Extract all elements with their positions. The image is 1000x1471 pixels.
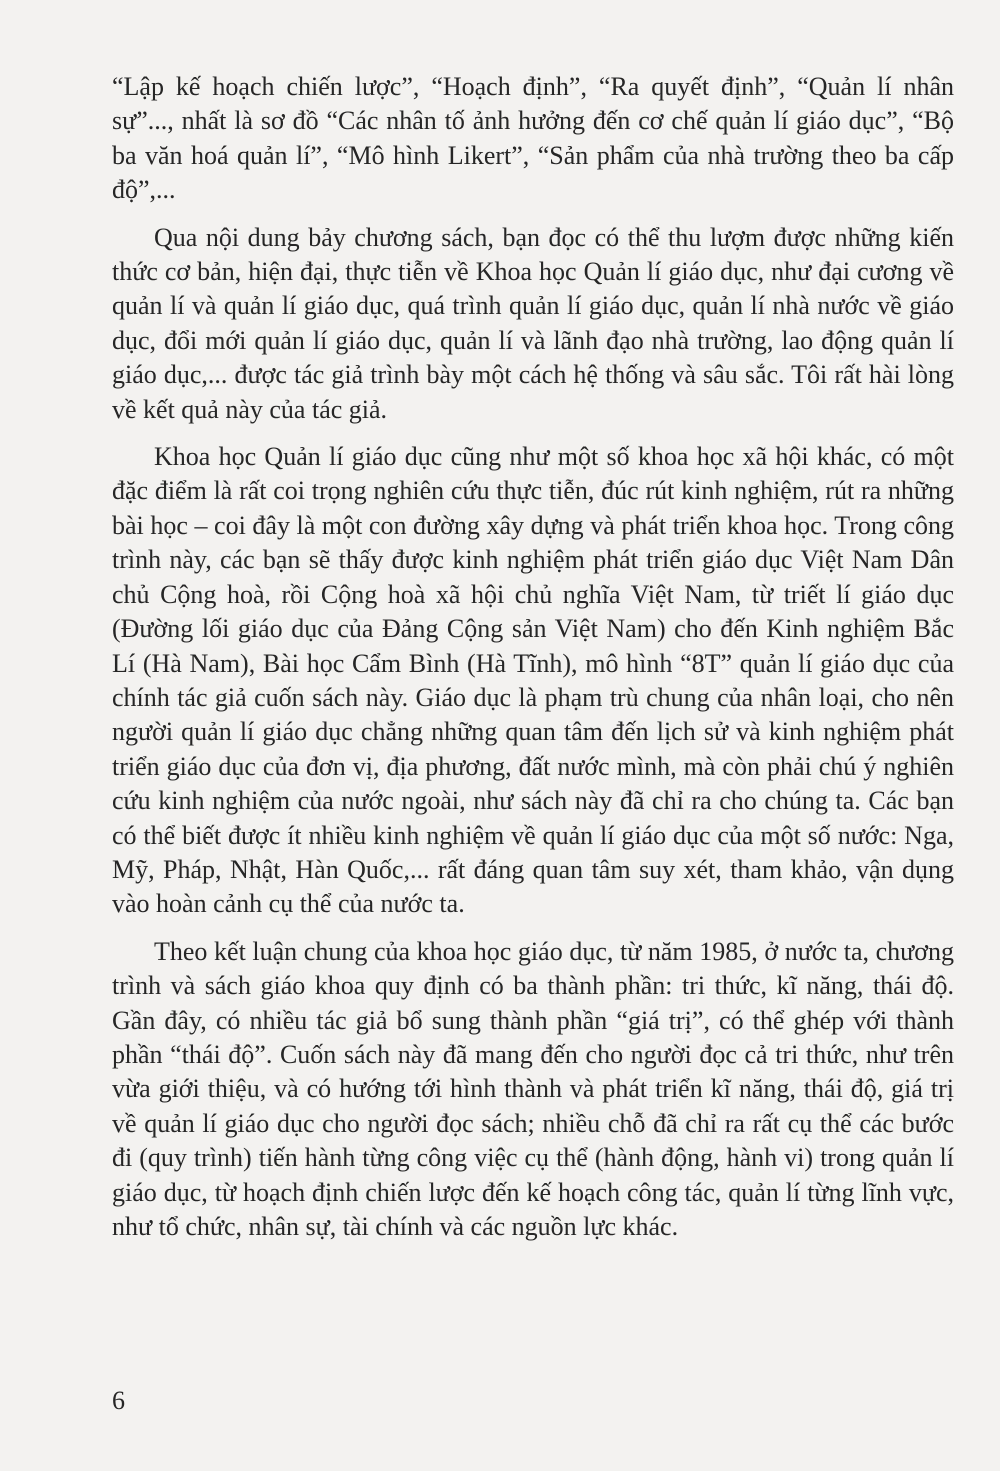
- paragraph-3: Khoa học Quản lí giáo dục cũng như một số khoa học xã hội khác, có một đặc điểm là rất coi trọng nghiên cứu thực tiễn, đúc rút kinh nghiệm, rút ra những bài học – coi đây là một con đường xây dựng và phát triển khoa học. Trong công trình này, các bạn sẽ thấy được kinh nghiệm phát triển giáo dục Việt Nam Dân chủ Cộng hoà, rồi Cộng hoà xã hội chủ nghĩa Việt Nam, từ triết lí giáo dục (Đường lối giáo dục của Đảng Cộng sản Việt Nam) cho đến Kinh nghiệm Bắc Lí (Hà Nam), Bài học Cẩm Bình (Hà Tĩnh), mô hình “8T” quản lí giáo dục của chính tác giả cuốn sách này. Giáo dục là phạm trù chung của nhân loại, cho nên người quản lí giáo dục chẳng những quan tâm đến lịch sử và kinh nghiệm phát triển giáo dục của đơn vị, địa phương, đất nước mình, mà còn phải chú ý nghiên cứu kinh nghiệm của nước ngoài, như sách này đã chỉ ra cho chúng ta. Các bạn có thể biết được ít nhiều kinh nghiệm về quản lí giáo dục của một số nước: Nga, Mỹ, Pháp, Nhật, Hàn Quốc,... rất đáng quan tâm suy xét, tham khảo, vận dụng vào hoàn cảnh cụ thể của nước ta.: [112, 442, 954, 919]
- page-number: 6: [112, 1386, 125, 1415]
- paragraph-2: Qua nội dung bảy chương sách, bạn đọc có thể thu lượm được những kiến thức cơ bản, hiện đại, thực tiễn về Khoa học Quản lí giáo dục, như đại cương về quản lí và quản lí giáo dục, quá trình quản lí giáo dục, quản lí nhà nước về giáo dục, đổi mới quản lí giáo dục, quản lí và lãnh đạo nhà trường, lao động quản lí giáo dục,... được tác giả trình bày một cách hệ thống và sâu sắc. Tôi rất hài lòng về kết quả này của tác giả.: [112, 222, 954, 424]
- body-text: [112, 70, 954, 1257]
- paragraph-1: “Lập kế hoạch chiến lược”, “Hoạch định”, “Ra quyết định”, “Quản lí nhân sự”..., nhất là sơ đồ “Các nhân tố ảnh hưởng đến cơ chế quản lí giáo dục”, “Bộ ba văn hoá quản lí”, “Mô hình Likert”, “Sản phẩm của nhà trường theo ba cấp độ”,...: [112, 72, 954, 205]
- paragraph-4: Theo kết luận chung của khoa học giáo dục, từ năm 1985, ở nước ta, chương trình và sách giáo khoa quy định có ba thành phần: tri thức, kĩ năng, thái độ. Gần đây, có nhiều tác giả bổ sung thành phần “giá trị”, có thể ghép với thành phần “thái độ”. Cuốn sách này đã mang đến cho người đọc cả tri thức, như trên vừa giới thiệu, và có hướng tới hình thành và phát triển kĩ năng, thái độ, giá trị về quản lí giáo dục cho người đọc sách; nhiều chỗ đã chỉ ra rất cụ thể các bước đi (quy trình) tiến hành từng công việc cụ thể (hành động, hành vi) trong quản lí giáo dục, từ hoạch định chiến lược đến kế hoạch công tác, quản lí từng lĩnh vực, như tổ chức, nhân sự, tài chính và các nguồn lực khác.: [112, 936, 954, 1241]
